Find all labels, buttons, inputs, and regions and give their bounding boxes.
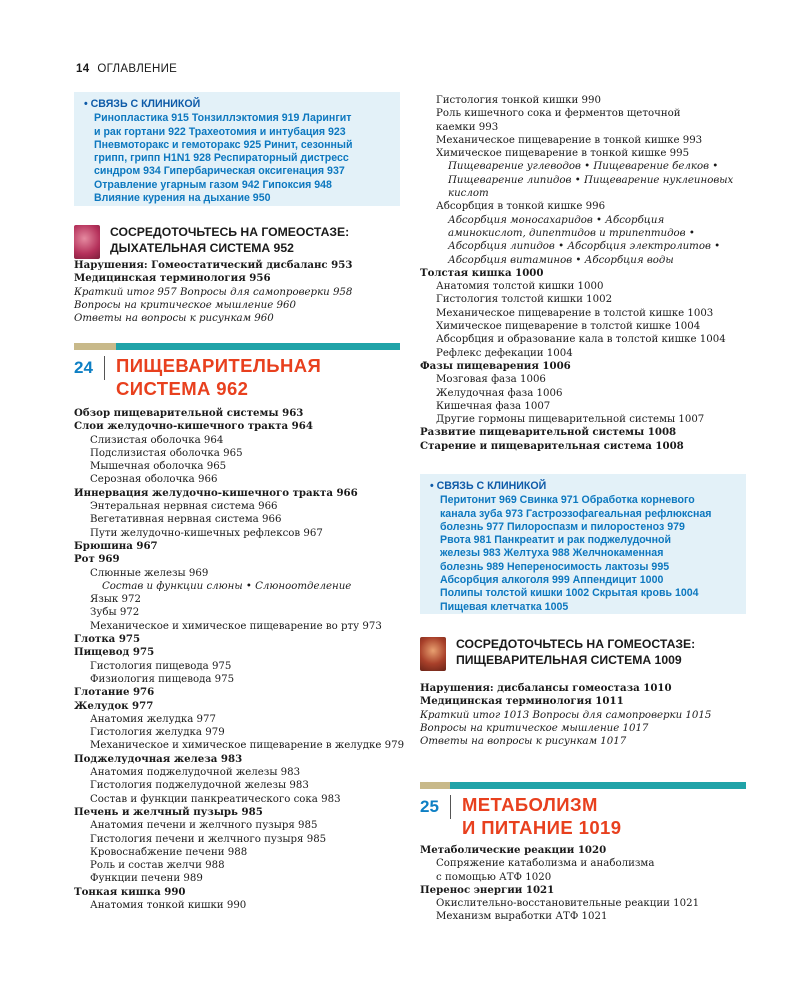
toc-entry: Пищеварение липидов • Пищеварение нуклеиновых: [448, 174, 734, 186]
toc-entry: Анатомия желудка 977: [90, 713, 216, 725]
clinic-line: Ринопластика 915 Тонзиллэктомия 919 Ларингит: [94, 112, 352, 125]
toc-entry: Пищеварение углеводов • Пищеварение белков •: [448, 161, 719, 173]
toc-entry: Анатомия тонкой кишки 990: [90, 899, 247, 911]
toc-entry: Анатомия толстой кишки 1000: [436, 281, 604, 293]
toc-entry: Абсорбция в тонкой кишке 996: [436, 201, 606, 213]
toc-entry: Механическое пищеварение в тонкой кишке 993: [436, 134, 703, 146]
toc-entry: Серозная оболочка 966: [90, 474, 218, 486]
toc-entry: Вопросы на критическое мышление 960: [74, 299, 296, 311]
clinic-line: Полипы толстой кишки 1002 Скрытая кровь 1004: [440, 587, 699, 600]
focus-title-line2: ДЫХАТЕЛЬНАЯ СИСТЕМА 952: [110, 240, 294, 255]
toc-entry: Пути желудочно-кишечных рефлексов 967: [90, 527, 323, 539]
toc-entry: Механизм выработки АТФ 1021: [436, 911, 608, 923]
toc-entry: Краткий итог 1013 Вопросы для самопроверки 1015: [420, 709, 712, 721]
toc-entry: Мозговая фаза 1006: [436, 374, 546, 386]
toc-entry: Развитие пищеварительной системы 1008: [420, 426, 677, 439]
toc-entry: Обзор пищеварительной системы 963: [74, 407, 304, 419]
toc-entry: Слизистая оболочка 964: [90, 434, 224, 446]
clinic-title: • СВЯЗЬ С КЛИНИКОЙ: [430, 480, 547, 492]
toc-entry: Гистология печени и желчного пузыря 985: [90, 833, 327, 845]
toc-entry: Механическое и химическое пищеварение во рту 973: [90, 620, 382, 632]
toc-entry: Механическое и химическое пищеварение в желудке 979: [90, 740, 405, 752]
chapter-title-line1: МЕТАБОЛИЗМ: [462, 794, 598, 815]
toc-entry: Вопросы на критическое мышление 1017: [420, 722, 649, 734]
digestive-thumbnail-image: [420, 637, 446, 671]
toc-entry: Роль кишечного сока и ферментов щеточной: [436, 108, 681, 120]
clinic-line: болезнь 989 Непереносимость лактозы 995: [440, 560, 670, 573]
chapter-number: 25: [420, 797, 439, 816]
clinical-connection-box-right: [420, 474, 746, 614]
clinic-line: Перитонит 969 Свинка 971 Обработка корневого: [440, 494, 695, 507]
chapter-number: 24: [74, 358, 93, 377]
toc-entry: Желудочная фаза 1006: [436, 387, 563, 399]
page-header: [76, 63, 177, 75]
toc-entry: Перенос энергии 1021: [420, 883, 555, 896]
toc-entry: Брюшина 967: [74, 539, 158, 552]
focus-entries-left: [74, 259, 352, 325]
toc-entry: Глотание 976: [74, 686, 155, 699]
clinic-line: Абсорбция алкоголя 999 Аппендицит 1000: [440, 574, 664, 587]
toc-entry: Абсорбция моносахаридов • Абсорбция: [448, 214, 665, 226]
toc-entry: Гистология желудка 979: [90, 727, 225, 739]
toc-entry: Абсорбция липидов • Абсорбция электролитов •: [448, 241, 721, 253]
toc-entry: Состав и функции панкреатического сока 983: [90, 793, 341, 805]
toc-entry: Гистология поджелудочной железы 983: [90, 780, 309, 792]
chapter-24-heading: [74, 343, 400, 403]
focus-title-line1: СОСРЕДОТОЧЬТЕСЬ НА ГОМЕОСТАЗЕ:: [456, 637, 696, 651]
toc-entry: Энтеральная нервная система 966: [90, 501, 278, 513]
clinic-line: Пневмоторакс и гемоторакс 925 Ринит, сезонный: [94, 138, 353, 151]
toc-entry: Кровоснабжение печени 988: [90, 846, 248, 858]
clinic-line: болезнь 977 Пилороспазм и пилоростеноз 979: [440, 520, 685, 533]
toc-entry: Кишечная фаза 1007: [436, 400, 551, 412]
toc-entry: Ответы на вопросы к рисункам 1017: [420, 736, 627, 748]
toc-entry: Рот 969: [74, 553, 120, 566]
toc-list-right-ch25: [420, 844, 699, 924]
chapter-25-heading: [420, 782, 746, 842]
clinic-line: железы 983 Желтуха 988 Желчнокаменная: [440, 547, 664, 560]
toc-list-left: [74, 407, 404, 912]
clinic-line: грипп, грипп H1N1 928 Респираторный дистресс: [94, 152, 349, 165]
toc-entry: Слои желудочно-кишечного тракта 964: [74, 420, 313, 433]
toc-entry: Ответы на вопросы к рисункам 960: [74, 313, 274, 325]
page-number: 14: [76, 63, 90, 75]
toc-entry: Пищевод 975: [74, 646, 155, 659]
toc-entry: Физиология пищевода 975: [90, 673, 235, 685]
toc-entry: Химическое пищеварение в толстой кишке 1004: [436, 321, 701, 333]
toc-entry: Сопряжение катаболизма и анаболизма: [436, 858, 655, 870]
toc-entry: Анатомия поджелудочной железы 983: [90, 767, 301, 779]
toc-entry: каемки 993: [436, 121, 499, 133]
clinic-line: Отравление угарным газом 942 Гипоксия 948: [94, 178, 332, 191]
toc-entry: Окислительно-восстановительные реакции 1021: [436, 898, 700, 910]
chapter-title-line2: СИСТЕМА 962: [116, 378, 249, 399]
toc-entry: Иннервация желудочно-кишечного тракта 966: [74, 486, 358, 499]
toc-entry: Старение и пищеварительная система 1008: [420, 439, 684, 452]
toc-entry: Метаболические реакции 1020: [420, 844, 607, 856]
toc-entry: Гистология толстой кишки 1002: [436, 294, 613, 306]
toc-entry: Медицинская терминология 956: [74, 272, 271, 285]
toc-entry: Мышечная оболочка 965: [90, 461, 227, 473]
clinic-line: Влияние курения на дыхание 950: [94, 192, 271, 205]
toc-entry: Гистология тонкой кишки 990: [436, 95, 601, 106]
homeostasis-focus-left: [74, 225, 400, 261]
toc-entry: с помощью АТФ 1020: [436, 871, 552, 883]
clinical-connection-box-left: [74, 92, 400, 206]
toc-entry: Состав и функции слюны • Слюноотделение: [102, 580, 352, 592]
toc-entry: Химическое пищеварение в тонкой кишке 995: [436, 148, 690, 160]
toc-list-right: [420, 94, 733, 453]
toc-entry: Поджелудочная железа 983: [74, 752, 243, 765]
focus-entries-right: [420, 682, 711, 748]
toc-entry: Печень и желчный пузырь 985: [74, 805, 263, 818]
clinic-line: и рак гортани 922 Трахеотомия и интубация 923: [94, 125, 346, 138]
toc-entry: Рефлекс дефекации 1004: [436, 347, 573, 359]
toc-entry: Функции печени 989: [90, 873, 203, 885]
toc-entry: Глотка 975: [74, 633, 141, 646]
toc-entry: Нарушения: дисбалансы гомеостаза 1010: [420, 682, 672, 694]
focus-title-line1: СОСРЕДОТОЧЬТЕСЬ НА ГОМЕОСТАЗЕ:: [110, 225, 350, 239]
toc-entry: Язык 972: [90, 594, 141, 606]
toc-entry: аминокислот, дипептидов и трипептидов •: [448, 227, 695, 239]
focus-title-line2: ПИЩЕВАРИТЕЛЬНАЯ СИСТЕМА 1009: [456, 652, 682, 667]
chapter-title-line1: ПИЩЕВАРИТЕЛЬНАЯ: [116, 355, 322, 376]
clinic-line: Пищевая клетчатка 1005: [440, 600, 569, 613]
toc-entry: Другие гормоны пищеварительной системы 1007: [436, 414, 705, 426]
toc-entry: Абсорбция и образование кала в толстой кишке 1004: [436, 334, 726, 346]
toc-entry: Нарушения: Гомеостатический дисбаланс 953: [74, 259, 353, 271]
toc-entry: Слюнные железы 969: [90, 567, 209, 579]
toc-entry: Подслизистая оболочка 965: [90, 447, 243, 459]
page-title: ОГЛАВЛЕНИЕ: [97, 63, 178, 75]
clinic-line: Рвота 981 Панкреатит и рак поджелудочной: [440, 534, 672, 547]
clinic-title: • СВЯЗЬ С КЛИНИКОЙ: [84, 98, 201, 110]
toc-entry: Роль и состав желчи 988: [90, 860, 225, 872]
toc-entry: Гистология пищевода 975: [90, 660, 232, 672]
toc-entry: кислот: [448, 188, 489, 200]
toc-entry: Механическое пищеварение в толстой кишке 1003: [436, 307, 714, 319]
toc-entry: Толстая кишка 1000: [420, 266, 544, 279]
respiratory-thumbnail-image: [74, 225, 100, 259]
toc-entry: Вегетативная нервная система 966: [90, 514, 282, 526]
toc-entry: Краткий итог 957 Вопросы для самопроверки 958: [74, 286, 353, 298]
toc-entry: Желудок 977: [74, 699, 154, 712]
toc-entry: Абсорбция витаминов • Абсорбция воды: [448, 254, 674, 266]
toc-entry: Фазы пищеварения 1006: [420, 359, 571, 372]
clinic-line: канала зуба 973 Гастроэзофагеальная рефлюксная: [440, 507, 712, 520]
chapter-title-line2: И ПИТАНИЕ 1019: [462, 817, 622, 838]
toc-entry: Медицинская терминология 1011: [420, 695, 624, 708]
toc-entry: Зубы 972: [90, 607, 140, 619]
homeostasis-focus-right: [420, 637, 746, 673]
clinic-line: синдром 934 Гипербарическая оксигенация 937: [94, 165, 345, 178]
toc-entry: Тонкая кишка 990: [74, 885, 186, 898]
toc-entry: Анатомия печени и желчного пузыря 985: [90, 820, 318, 832]
